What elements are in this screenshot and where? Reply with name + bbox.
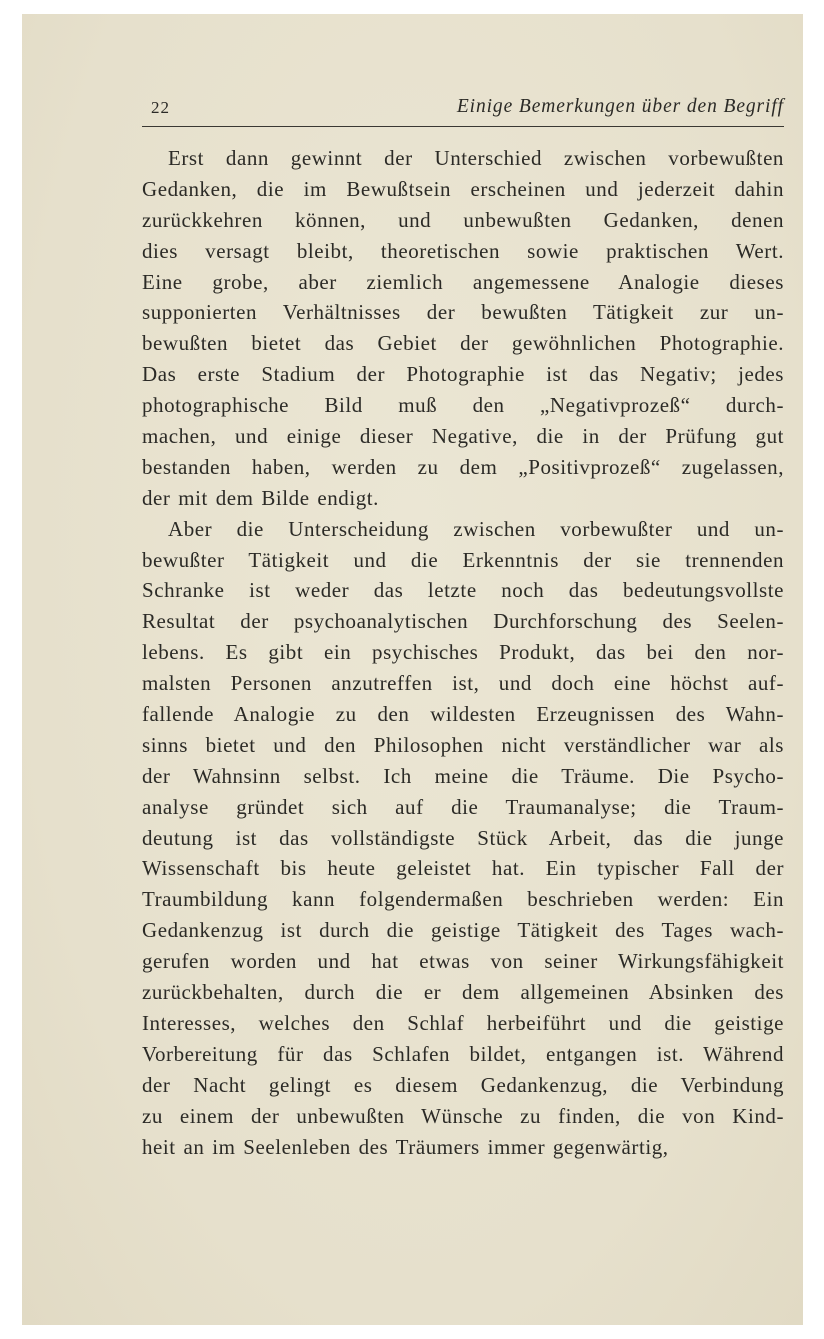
text-line: fallende Analogie zu den wildesten Erzeugnissen des Wahn-: [142, 702, 784, 727]
text-line: heit an im Seelenleben des Träumers immer gegenwärtig,: [142, 1134, 669, 1159]
text-line: Wissenschaft bis heute geleistet hat. Ein typischer Fall der: [142, 856, 784, 881]
text-line: sinns bietet und den Philosophen nicht verständlicher war als: [142, 732, 784, 757]
text-line: Eine grobe, aber ziemlich angemessene Analogie dieses: [142, 269, 784, 294]
text-line: deutung ist das vollständigste Stück Arbeit, das die junge: [142, 825, 784, 850]
page-header: [142, 92, 784, 127]
text-line: machen, und einige dieser Negative, die in der Prüfung gut: [142, 424, 784, 449]
text-line: supponierten Verhältnisses der bewußten Tätigkeit zur un-: [142, 300, 784, 325]
text-line: analyse gründet sich auf die Traumanalyse; die Traum-: [142, 794, 784, 819]
text-line: Resultat der psychoanalytischen Durchforschung des Seelen-: [142, 609, 784, 634]
text-line: Gedankenzug ist durch die geistige Tätigkeit des Tages wach-: [142, 918, 784, 943]
text-line: der Nacht gelingt es diesem Gedankenzug, die Verbindung: [142, 1072, 784, 1097]
text-line: Interesses, welches den Schlaf herbeiführt und die geistige: [142, 1010, 784, 1035]
running-title: Einige Bemerkungen über den Begriff: [456, 96, 784, 117]
paragraph-1: [142, 143, 784, 514]
paragraph-2: [142, 514, 784, 1163]
text-line: bewußten bietet das Gebiet der gewöhnlichen Photographie.: [142, 331, 784, 356]
text-line: malsten Personen anzutreffen ist, und doch eine höchst auf-: [142, 671, 784, 696]
text-line: dies versagt bleibt, theoretischen sowie praktischen Wert.: [142, 238, 784, 263]
text-line: Traumbildung kann folgendermaßen beschrieben werden: Ein: [142, 887, 784, 912]
text-line: bestanden haben, werden zu dem „Positivprozeß“ zugelassen,: [142, 454, 784, 479]
text-line: photographische Bild muß den „Negativprozeß“ durch-: [142, 393, 784, 418]
text-line: der Wahnsinn selbst. Ich meine die Träume. Die Psycho-: [142, 763, 784, 788]
text-line: zurückkehren können, und unbewußten Gedanken, denen: [142, 207, 784, 232]
text-line: Vorbereitung für das Schlafen bildet, entgangen ist. Während: [142, 1041, 784, 1066]
text-line: Erst dann gewinnt der Unterschied zwischen vorbewußten: [168, 146, 784, 170]
text-line: bewußter Tätigkeit und die Erkenntnis der sie trennenden: [142, 547, 784, 572]
text-line: gerufen worden und hat etwas von seiner Wirkungsfähigkeit: [142, 949, 784, 974]
book-page: [142, 92, 784, 1162]
body-text: [142, 143, 784, 1162]
text-line: der mit dem Bilde endigt.: [142, 485, 379, 510]
text-line: Schranke ist weder das letzte noch das bedeutungsvollste: [142, 578, 784, 603]
page-number: 22: [151, 98, 170, 117]
text-line: Das erste Stadium der Photographie ist das Negativ; jedes: [142, 362, 784, 387]
text-line: lebens. Es gibt ein psychisches Produkt, das bei den nor-: [142, 640, 784, 665]
text-line: Aber die Unterscheidung zwischen vorbewußter und un-: [168, 516, 784, 541]
scanned-page: [22, 14, 803, 1325]
text-line: Gedanken, die im Bewußtsein erscheinen und jederzeit dahin: [142, 176, 784, 201]
text-line: zurückbehalten, durch die er dem allgemeinen Absinken des: [142, 980, 784, 1005]
text-line: zu einem der unbewußten Wünsche zu finden, die von Kind-: [142, 1103, 784, 1128]
